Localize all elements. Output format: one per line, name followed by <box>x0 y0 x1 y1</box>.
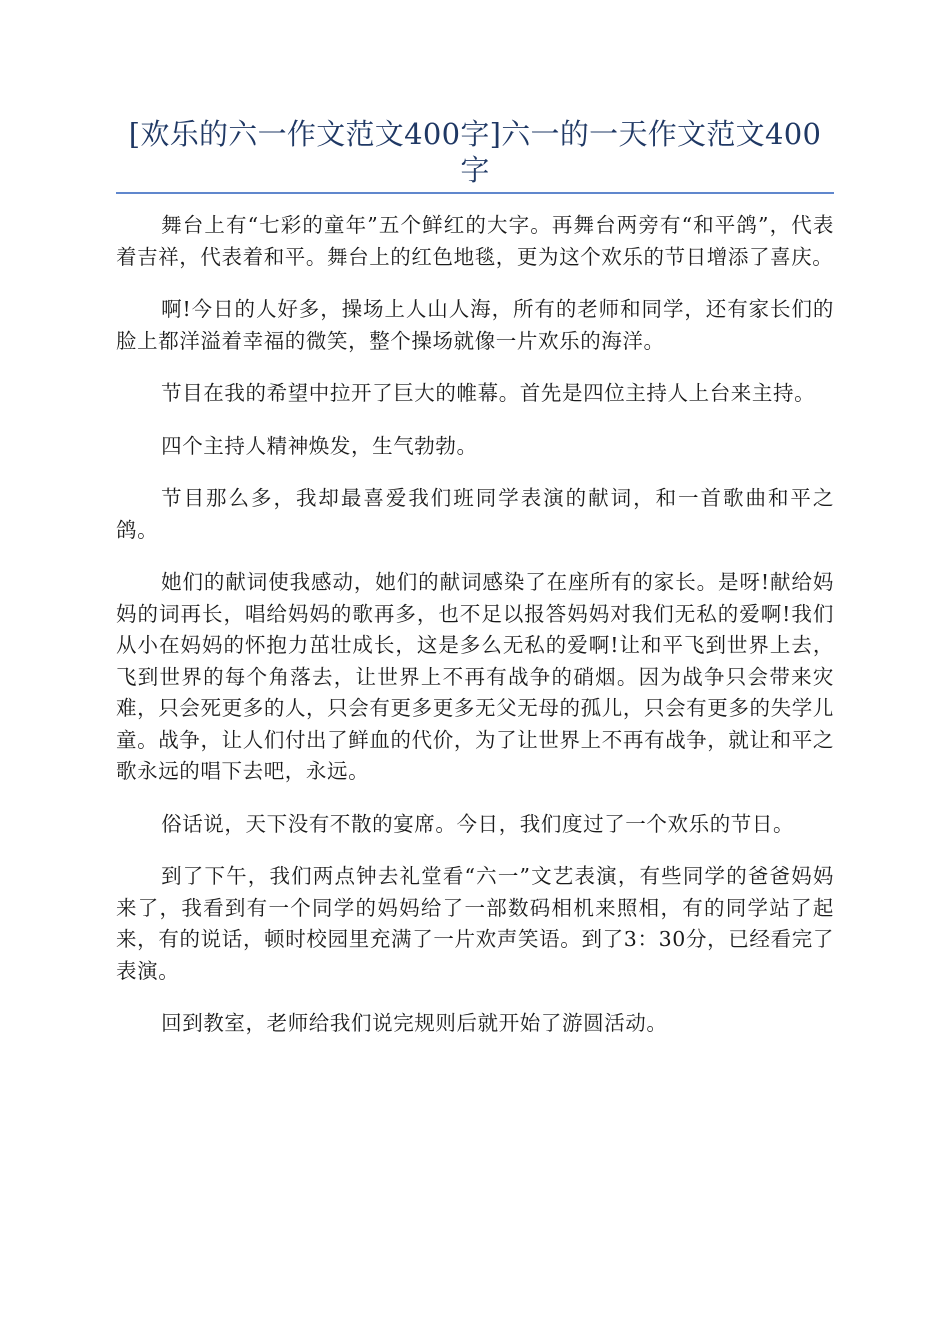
paragraph-4: 四个主持人精神焕发，生气勃勃。 <box>161 433 478 458</box>
paragraph-9: 回到教室，老师给我们说完规则后就开始了游圆活动。 <box>161 1011 668 1035</box>
title-block <box>116 116 834 194</box>
paragraph-6: 她们的献词使我感动，她们的献词感染了在座所有的家长。是呀!献给妈妈的词再长，唱给妈妈的歌再多，也不足以报答妈妈对我们无私的爱啊!我们从小在妈妈的怀抱力茁壮成长，这是多么无私的爱啊!让和平飞到世界上去，飞到世界的每个角落去，让世界上不再有战争的硝烟。因为战争只会带来灾难，只会死更多的人，只会有更多更多无父无母的孤儿，只会有更多的失学儿童。战争，让人们付出了鲜血的代价，为了让世界上不再有战争，就让和平之歌永远的唱下去吧，永远。 <box>116 570 834 783</box>
document-body <box>116 210 834 1061</box>
paragraph-5: 节目那么多，我却最喜爱我们班同学表演的献词，和一首歌曲和平之鸽。 <box>116 486 834 542</box>
paragraph-1: 舞台上有“七彩的童年”五个鲜红的大字。再舞台两旁有“和平鸽”，代表着吉祥，代表着和平。舞台上的红色地毯，更为这个欢乐的节日增添了喜庆。 <box>116 213 834 269</box>
paragraph-2: 啊!今日的人好多，操场上人山人海，所有的老师和同学，还有家长们的脸上都洋溢着幸福的微笑，整个操场就像一片欢乐的海洋。 <box>116 297 834 353</box>
paragraph-8: 到了下午，我们两点钟去礼堂看“六一”文艺表演，有些同学的爸爸妈妈来了，我看到有一个同学的妈妈给了一部数码相机来照相，有的同学站了起来，有的说话，顿时校园里充满了一片欢声笑语。到了3：30分，已经看完了表演。 <box>116 864 834 983</box>
paragraph-3: 节目在我的希望中拉开了巨大的帷幕。首先是四位主持人上台来主持。 <box>161 381 816 405</box>
title-underline <box>116 192 834 194</box>
paragraph-7: 俗话说，天下没有不散的宴席。今日，我们度过了一个欢乐的节日。 <box>161 811 795 836</box>
document-title: [欢乐的六一作文范文400字]六一的一天作文范文400字 <box>128 117 822 187</box>
